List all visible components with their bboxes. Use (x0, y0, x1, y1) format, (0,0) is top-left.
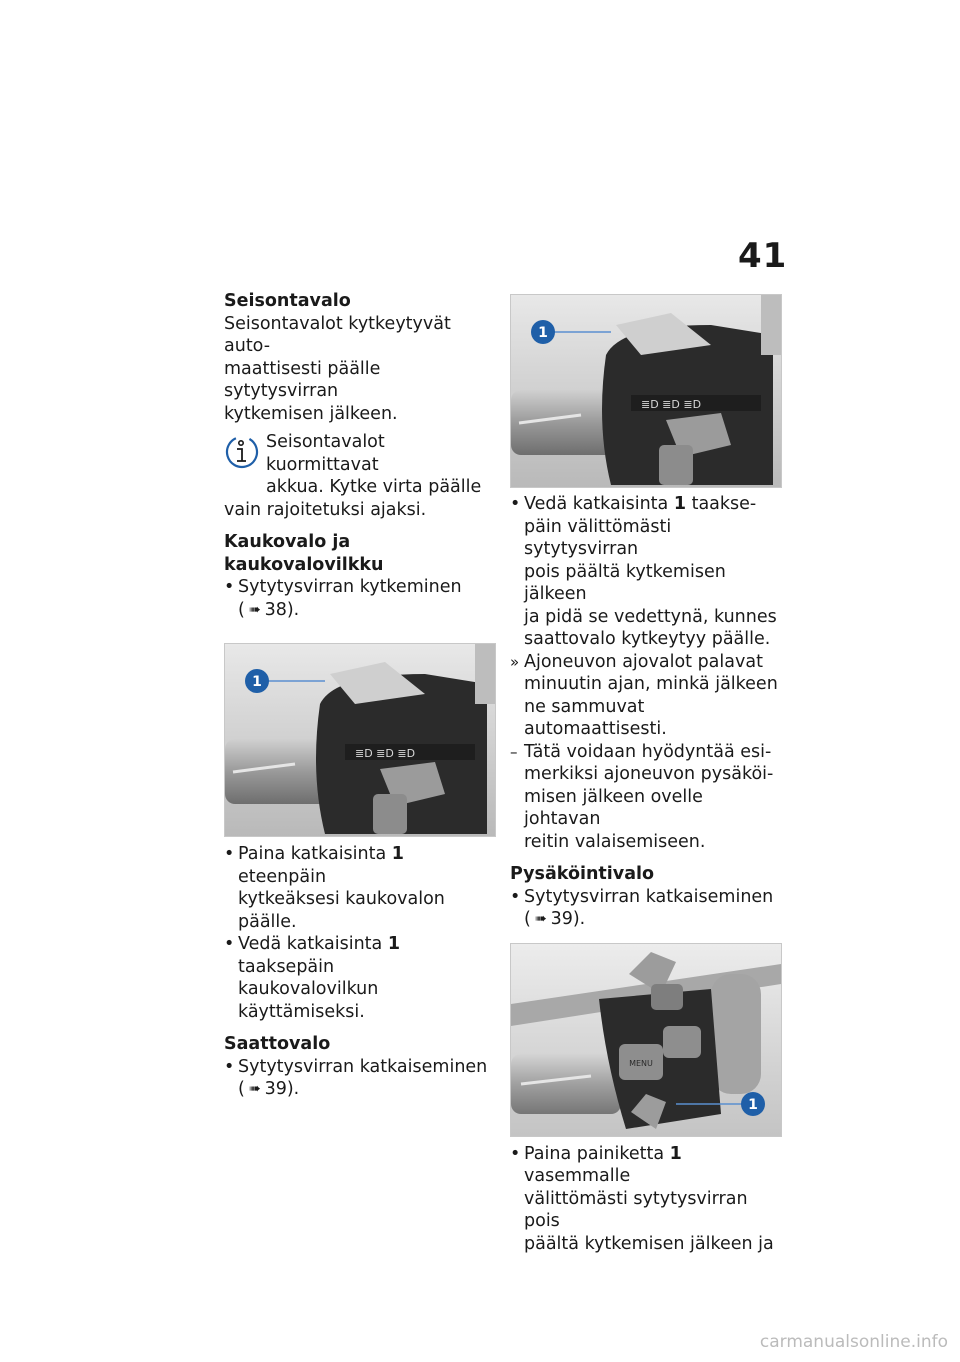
bullet-paina-katkaisinta: • Paina katkaisinta 1 eteenpäin kytkeäksesi kaukovalon päälle. (224, 844, 445, 932)
bullet-sytytysvirran-katkaiseminen: • Sytytysvirran katkaiseminen ( ➠ 39). (224, 1056, 488, 1099)
heading-kaukovalo: Kaukovalo ja kaukovalovilkku (224, 532, 384, 575)
svg-text:≣D ≣D ≣D: ≣D ≣D ≣D (355, 747, 416, 760)
paragraph-seisontavalo: Seisontavalot kytkeytyvät auto- maattisesti päälle sytytysvirran kytkemisen jälkeen. (224, 313, 451, 424)
bullet-sytytysvirran-kytkeminen: • Sytytysvirran kytkeminen ( ➠ 38). (224, 577, 462, 620)
bullet-icon: • (224, 577, 235, 597)
note-hyodyntaa: – Tätä voidaan hyödyntää esi- merkiksi ajoneuvon pysäköi- misen jälkeen ovelle johtavan reitin valaisemiseen. (510, 741, 774, 852)
heading-pysakointivalo: Pysäköintivalo (510, 864, 655, 884)
page-number: 41 (738, 236, 788, 276)
bullet-veda-katkaisinta: • Vedä katkaisinta 1 taaksepäin kaukovalovilkun käyttämiseksi. (224, 934, 401, 1022)
reference-arrow-icon: ➠ (248, 601, 261, 618)
heading-saattovalo: Saattovalo (224, 1034, 331, 1054)
photo-handlebar-switch-2 (510, 294, 782, 488)
reference-arrow-icon: ➠ (534, 911, 547, 927)
menu-button-label: MENU (629, 1058, 653, 1068)
bullet-icon: • (224, 1056, 235, 1077)
bullet-icon: • (510, 494, 521, 514)
info-note: Seisontavalot kuormittavat akkua. Kytke virta päälle vain rajoitetuksi ajaksi. (224, 431, 496, 521)
heading-seisontavalo: Seisontavalo (224, 291, 351, 311)
svg-text:≣D ≣D ≣D: ≣D ≣D ≣D (641, 398, 702, 411)
bullet-icon: • (510, 1143, 521, 1164)
bullet-icon: • (510, 886, 521, 907)
photo-callout-1: 1 (252, 674, 262, 690)
reference-arrow-icon: ➠ (248, 1081, 261, 1097)
right-column (510, 290, 782, 1255)
photo-callout-1: 1 (748, 1096, 758, 1113)
bullet-sytytysvirran-katkaiseminen-2: • Sytytysvirran katkaiseminen ( ➠ 39). (510, 886, 774, 929)
left-column (224, 290, 496, 1101)
footer-watermark: carmanualsonline.info (759, 1332, 948, 1352)
bullet-icon: • (224, 844, 235, 864)
photo-left-switch-cluster (510, 943, 782, 1137)
result-ajovalot: » Ajoneuvon ajovalot palavat minuutin ajan, minkä jälkeen ne sammuvat automaattisesti. (510, 651, 778, 739)
bullet-veda-taaksepain: • Vedä katkaisinta 1 taakse- päin välittömästi sytytysvirran pois päältä kytkemisen jälkeen ja pidä se vedettynä, kunnes saattovalo kytkeytyy päälle. (510, 494, 777, 649)
photo-handlebar-switch-1 (224, 643, 496, 837)
bullet-icon: • (224, 934, 235, 954)
info-icon (224, 433, 260, 471)
result-icon: » (510, 652, 520, 671)
dash-icon: – (510, 742, 518, 761)
photo-callout-1: 1 (538, 325, 548, 341)
bullet-paina-painiketta: • Paina painiketta 1 vasemmalle välittömästi sytytysvirran pois päältä kytkemisen jälkeen ja (510, 1143, 774, 1254)
